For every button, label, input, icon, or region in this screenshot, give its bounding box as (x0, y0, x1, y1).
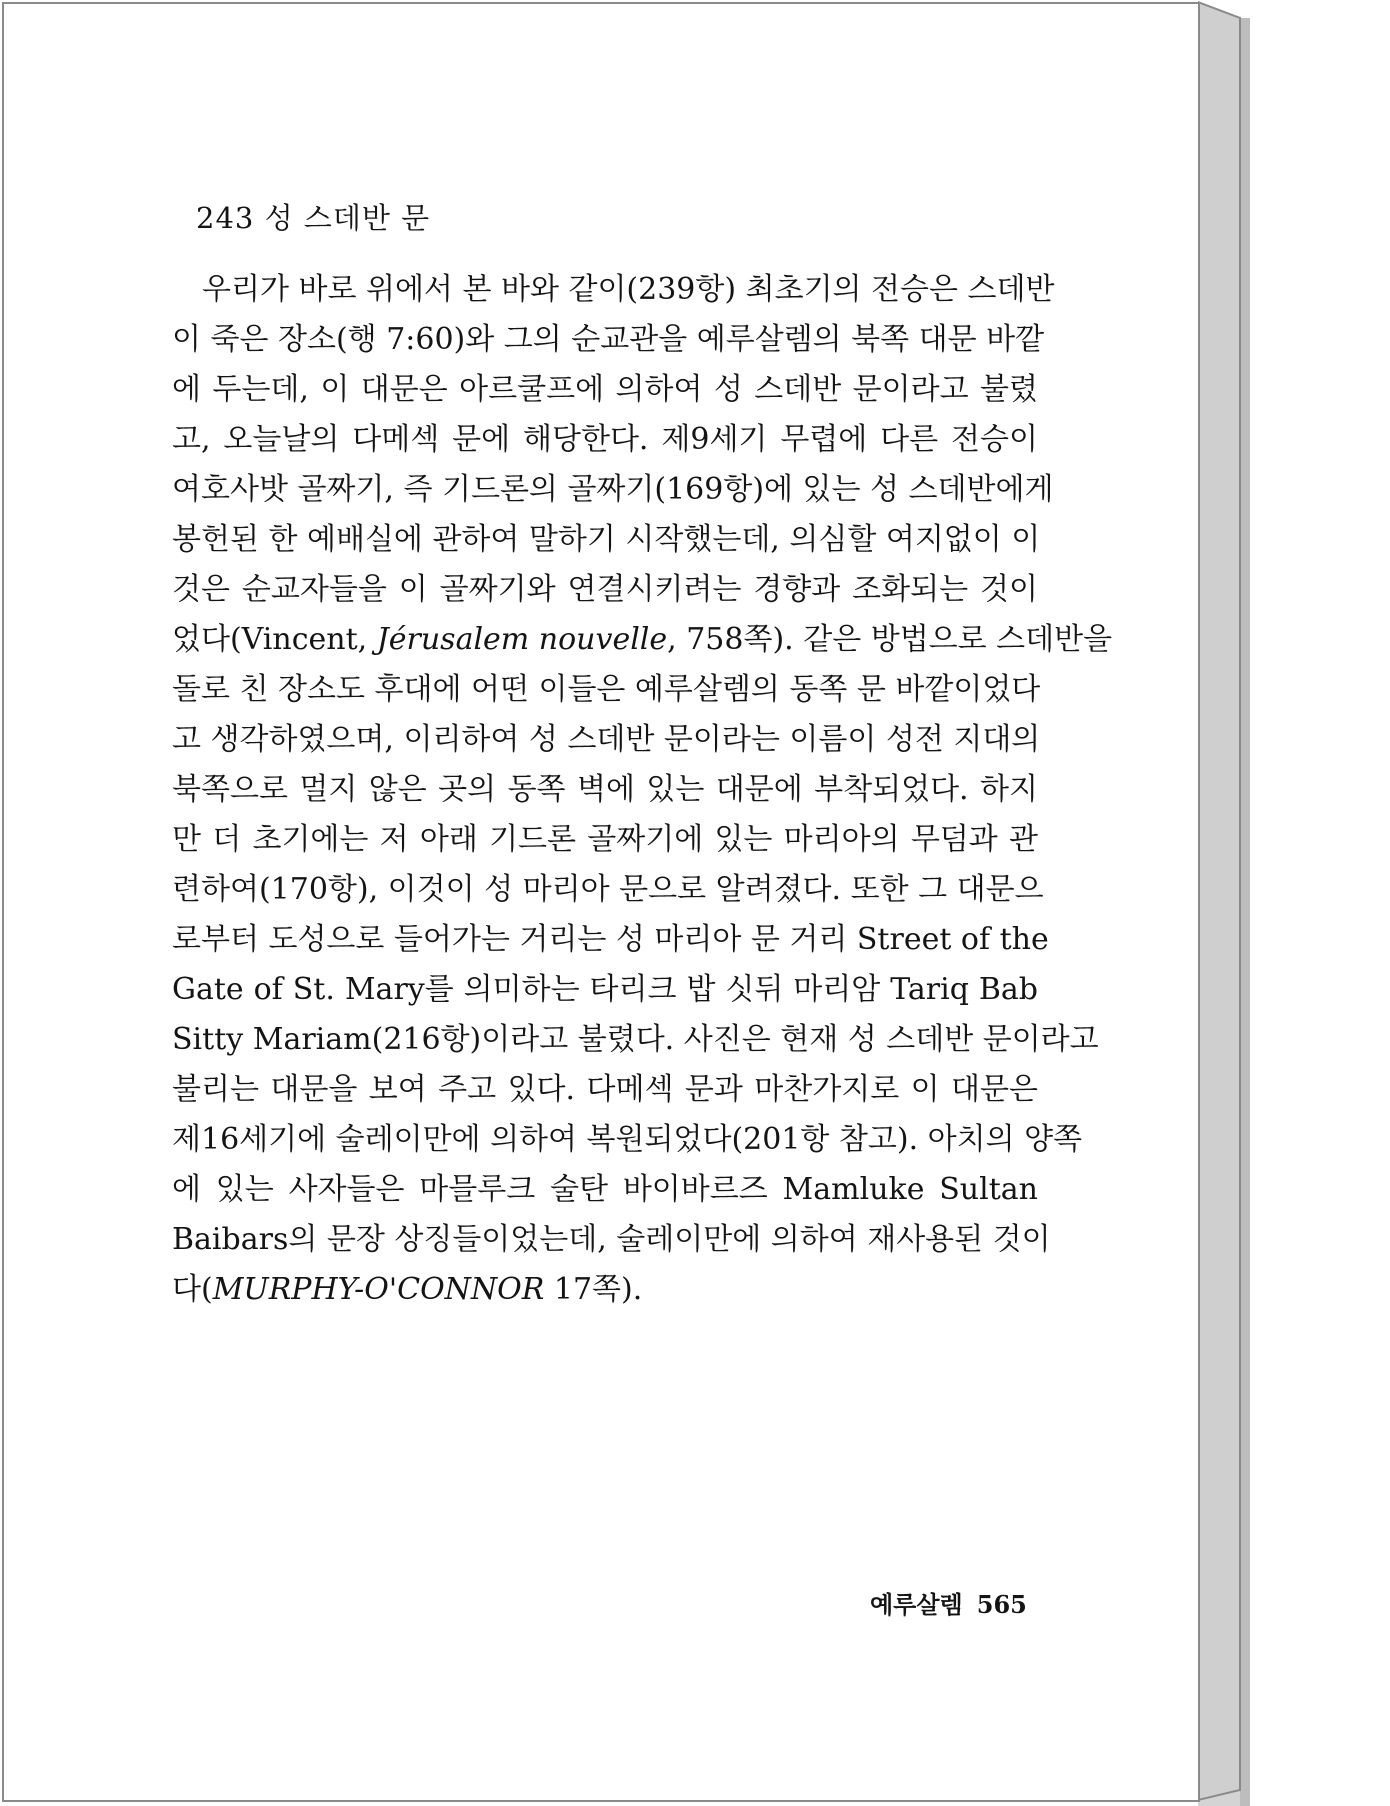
body-paragraph (172, 265, 1113, 1315)
page-footer (870, 1585, 1027, 1620)
text-line: 돌로 친 장소도 후대에 어떤 이들은 예루살렘의 동쪽 문 바깥이었다 (172, 672, 1041, 707)
text-line: 다(MURPHY-O'CONNOR 17쪽). (172, 1272, 643, 1307)
text-line: 고 생각하였으며, 이리하여 성 스데반 문이라는 이름이 성전 지대의 (172, 722, 1041, 757)
text-line: 우리가 바로 위에서 본 바와 같이(239항) 최초기의 전승은 스데반 (202, 272, 1055, 307)
text-line: Baibars의 문장 상징들이었는데, 술레이만에 의하여 재사용된 것이 (172, 1222, 1051, 1257)
text-line: Gate of St. Mary를 의미하는 타리크 밥 싯뒤 마리암 Tariq Bab (172, 972, 1038, 1007)
text-line: 봉헌된 한 예배실에 관하여 말하기 시작했는데, 의심할 여지없이 이 (172, 522, 1041, 557)
running-title: 예루살렘 (870, 1590, 963, 1619)
text-line: 북쪽으로 멀지 않은 곳의 동쪽 벽에 있는 대문에 부착되었다. 하지 (172, 772, 1038, 807)
text-line: 로부터 도성으로 들어가는 거리는 성 마리아 문 거리 Street of the (172, 922, 1049, 957)
text-line: 불리는 대문을 보여 주고 있다. 다메섹 문과 마찬가지로 이 대문은 (172, 1072, 1038, 1107)
citation-title: Jérusalem nouvelle (376, 622, 668, 657)
text-line: 련하여(170항), 이것이 성 마리아 문으로 알려졌다. 또한 그 대문으 (172, 872, 1044, 907)
book-edge-shadow (1198, 0, 1390, 1806)
text-line: 제16세기에 술레이만에 의하여 복원되었다(201항 참고). 아치의 양쪽 (172, 1122, 1083, 1157)
text-line: 것은 순교자들을 이 골짜기와 연결시키려는 경향과 조화되는 것이 (172, 572, 1038, 607)
text-line: 여호사밧 골짜기, 즉 기드론의 골짜기(169항)에 있는 성 스데반에게 (172, 472, 1054, 507)
citation-author: MURPHY-O'CONNOR (212, 1272, 545, 1307)
text-line: 었다(Vincent, Jérusalem nouvelle, 758쪽). 같은 방법으로 스데반을 (172, 622, 1113, 657)
text-line: 에 있는 사자들은 마믈루크 술탄 바이바르즈 Mamluke Sultan (172, 1172, 1038, 1207)
text-line: Sitty Mariam(216항)이라고 불렸다. 사진은 현재 성 스데반 문이라고 (172, 1022, 1099, 1057)
page-number: 565 (976, 1590, 1027, 1619)
section-heading: 243 성 스데반 문 (196, 201, 431, 235)
text-line: 이 죽은 장소(행 7:60)와 그의 순교관을 예루살렘의 북쪽 대문 바깥 (172, 322, 1045, 357)
text-line: 만 더 초기에는 저 아래 기드론 골짜기에 있는 마리아의 무덤과 관 (172, 822, 1038, 857)
text-line: 에 두는데, 이 대문은 아르쿨프에 의하여 성 스데반 문이라고 불렸 (172, 372, 1038, 407)
text-line: 고, 오늘날의 다메섹 문에 해당한다. 제9세기 무렵에 다른 전승이 (172, 422, 1038, 457)
